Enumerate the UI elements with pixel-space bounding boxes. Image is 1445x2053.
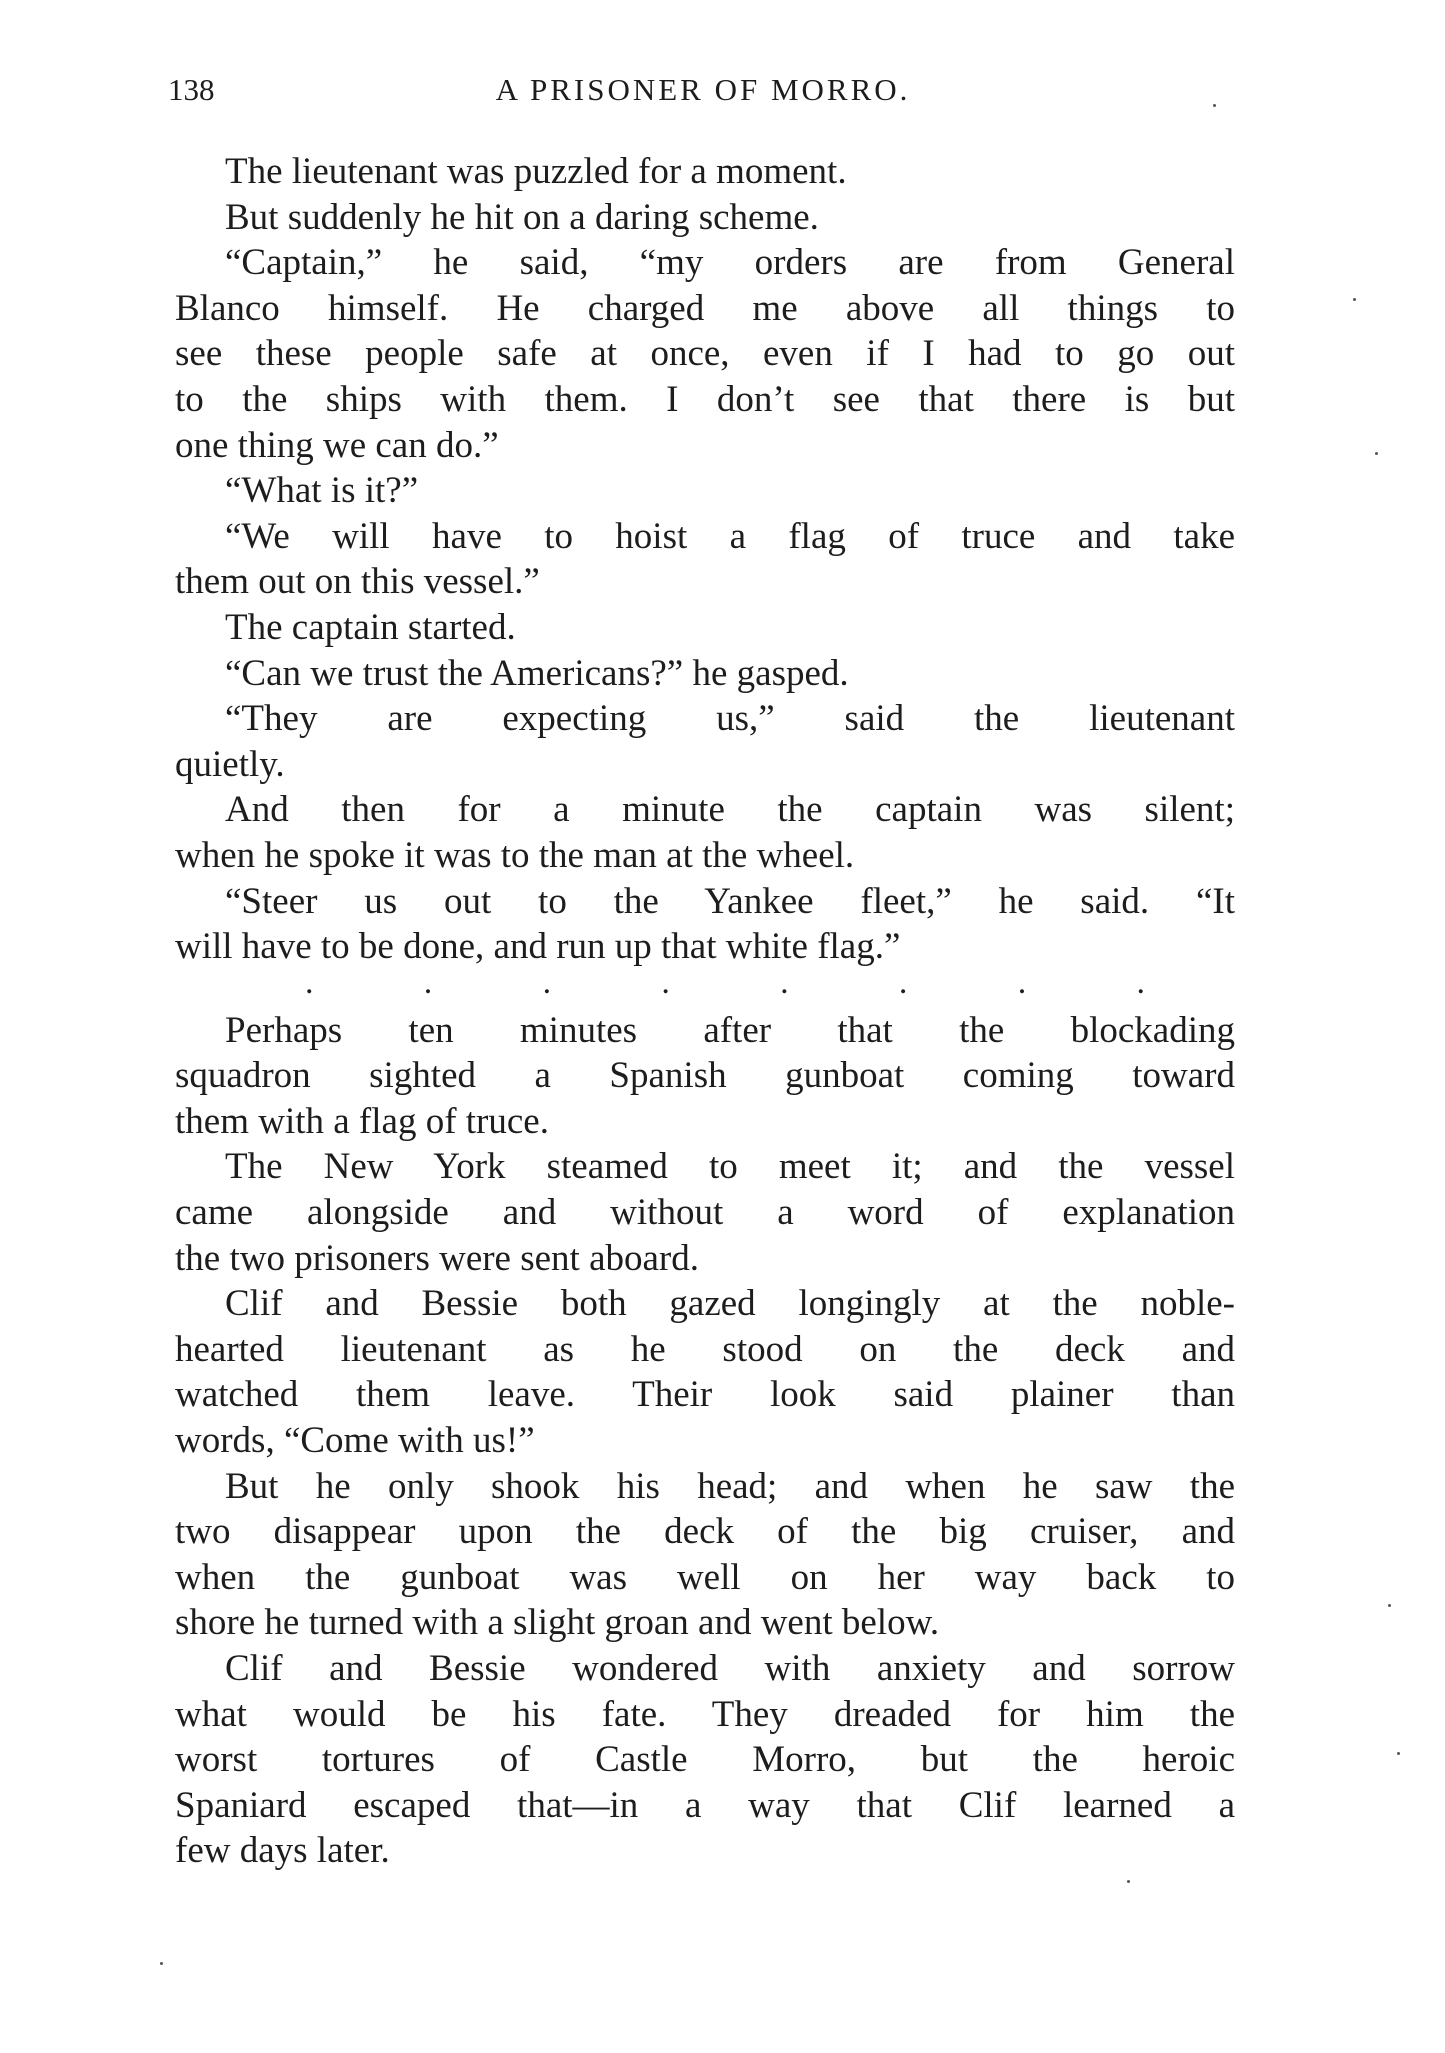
text-line: will have to be done, and run up that white flag.”	[175, 926, 901, 968]
paper-speck	[1375, 452, 1378, 455]
paper-speck	[1388, 1604, 1391, 1607]
text-line: The captain started.	[225, 606, 516, 648]
text-line: hearted lieutenant as he stood on the deck and	[175, 1328, 1235, 1370]
text-line: them with a flag of truce.	[175, 1100, 549, 1142]
paper-speck	[1353, 298, 1356, 301]
text-line: But suddenly he hit on a daring scheme.	[225, 196, 819, 238]
text-line: what would be his fate. They dreaded for him the	[175, 1693, 1235, 1735]
text-line: when he spoke it was to the man at the wheel.	[175, 834, 855, 876]
text-line: them out on this vessel.”	[175, 561, 540, 603]
text-line: Clif and Bessie both gazed longingly at the noble-	[225, 1283, 1235, 1325]
separator-dot: .	[305, 963, 314, 1001]
text-line: shore he turned with a slight groan and went below.	[175, 1602, 940, 1644]
text-line: one thing we can do.”	[175, 424, 499, 466]
text-block-before-break	[175, 149, 1235, 970]
text-line: few days later.	[175, 1830, 390, 1872]
page-number: 138	[168, 72, 215, 107]
text-line: words, “Come with us!”	[175, 1420, 535, 1462]
text-line: Blanco himself. He charged me above all things to	[175, 287, 1235, 329]
text-line: “Steer us out to the Yankee fleet,” he said. “It	[225, 880, 1235, 922]
text-line: watched them leave. Their look said plainer than	[175, 1374, 1235, 1416]
paper-speck	[160, 1962, 163, 1965]
text-line: when the gunboat was well on her way back to	[175, 1556, 1235, 1598]
paper-speck	[1213, 104, 1216, 107]
text-line: “What is it?”	[225, 470, 419, 512]
section-break	[175, 963, 1235, 1008]
text-line: came alongside and without a word of explanation	[175, 1192, 1235, 1234]
separator-dot: .	[780, 963, 789, 1001]
text-block-after-break	[175, 1008, 1235, 1874]
text-line: see these people safe at once, even if I had to go out	[175, 333, 1235, 375]
text-line: two disappear upon the deck of the big cruiser, and	[175, 1511, 1235, 1553]
text-line: “We will have to hoist a flag of truce and take	[225, 515, 1235, 557]
text-line: “Can we trust the Americans?” he gasped.	[225, 652, 849, 694]
separator-dot: .	[1136, 963, 1145, 1001]
text-line: to the ships with them. I don’t see that there is but	[175, 378, 1235, 420]
running-title: A PRISONER OF MORRO.	[495, 72, 911, 107]
text-line: quietly.	[175, 743, 285, 785]
text-line: But he only shook his head; and when he saw the	[225, 1465, 1235, 1507]
text-line: “They are expecting us,” said the lieutenant	[225, 698, 1235, 740]
text-line: Spaniard escaped that—in a way that Clif learned a	[175, 1784, 1235, 1826]
text-line: squadron sighted a Spanish gunboat coming toward	[175, 1055, 1235, 1097]
running-head	[168, 72, 1238, 122]
text-line: Clif and Bessie wondered with anxiety and sorrow	[225, 1648, 1235, 1689]
text-line: Perhaps ten minutes after that the blockading	[225, 1009, 1235, 1051]
text-line: The lieutenant was puzzled for a moment.	[225, 151, 847, 192]
separator-dot: .	[1017, 963, 1027, 1001]
separator-dot: .	[542, 963, 552, 1001]
separator-dot: .	[661, 963, 670, 1001]
paper-speck	[1397, 1752, 1400, 1755]
paper-speck	[1127, 1880, 1130, 1883]
text-line: The New York steamed to meet it; and the vessel	[225, 1146, 1235, 1188]
body-text	[175, 149, 1235, 1874]
text-line: the two prisoners were sent aboard.	[175, 1237, 699, 1279]
text-line: “Captain,” he said, “my orders are from General	[225, 242, 1235, 284]
separator-dot: .	[898, 963, 908, 1001]
separator-dot: .	[423, 963, 433, 1001]
text-line: worst tortures of Castle Morro, but the heroic	[175, 1739, 1235, 1781]
text-line: And then for a minute the captain was silent;	[225, 789, 1235, 831]
